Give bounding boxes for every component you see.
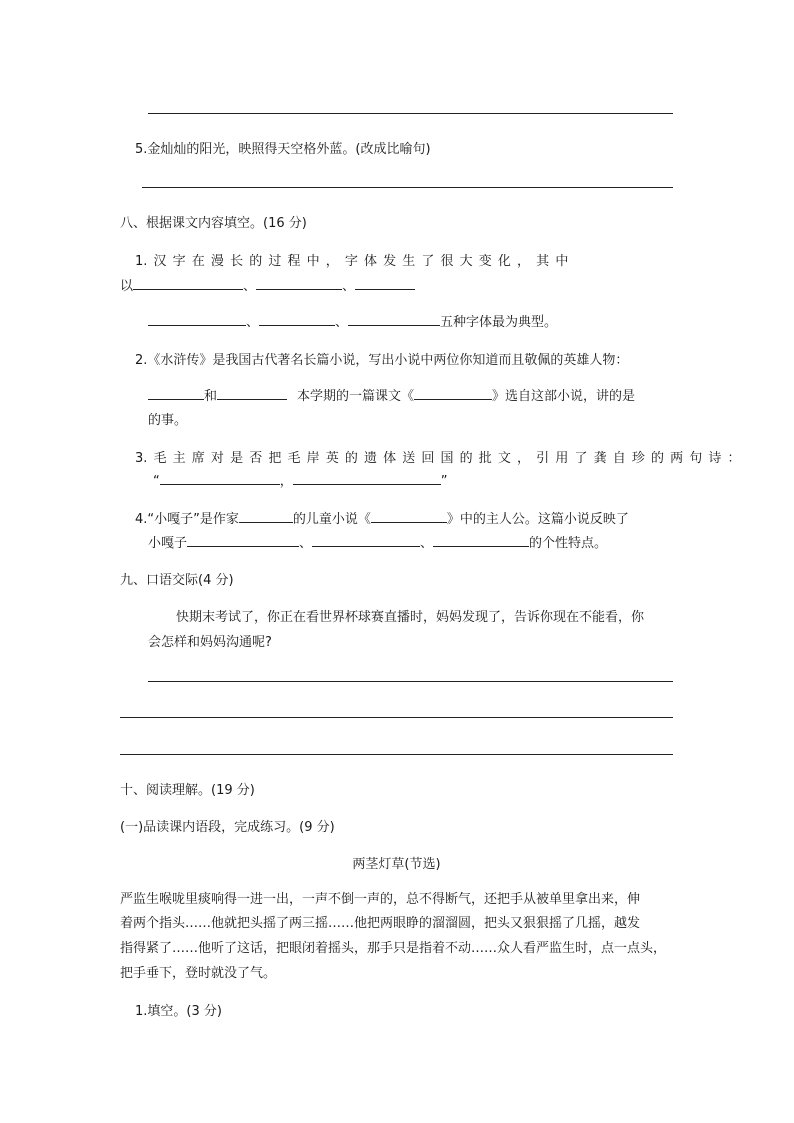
separator: 、: [243, 279, 257, 294]
sec8-item3-text: 3. 毛 主 席 对 是 否 把 毛 岸 英 的 遗 体 送 回 国 的 批 文 ， 引 用 了 龚 自 珍 的 两 句 诗 ：: [135, 451, 741, 466]
blank-field[interactable]: [414, 385, 492, 400]
blank-field[interactable]: [312, 532, 420, 547]
blank-field[interactable]: [160, 470, 280, 485]
sec8-item2-line1: [148, 385, 635, 404]
close-quote: ”: [440, 474, 448, 489]
answer-line[interactable]: [120, 717, 673, 718]
sec8-item1-line1: [120, 275, 415, 294]
blank-field[interactable]: [348, 311, 440, 326]
separator: 、: [246, 315, 260, 330]
separator: 、: [420, 536, 434, 551]
blank-field[interactable]: [433, 532, 529, 547]
blank-field[interactable]: [355, 275, 415, 290]
sec8-item1-line2: [148, 311, 557, 330]
separator: 、: [342, 279, 356, 294]
sec8-item4-e: 的个性特点。: [529, 536, 608, 551]
sec8-item2-end: 》选自这部小说，讲的是: [492, 389, 636, 404]
sec8-item3-line: [153, 470, 448, 489]
blank-field[interactable]: [259, 311, 335, 326]
passage-line: 把手垂下，登时就没了气。: [120, 966, 277, 981]
answer-line[interactable]: [148, 681, 673, 682]
sec8-item2-mid: 本学期的一篇课文《: [297, 389, 415, 404]
answer-line[interactable]: [120, 754, 673, 755]
sec8-item1-tail: 五种字体最为典型。: [440, 315, 558, 330]
and-text: 和: [204, 389, 218, 404]
separator: 、: [299, 536, 313, 551]
section-10-heading: 十、阅读理解。(19 分): [120, 783, 255, 798]
sec8-item4-line1: [135, 508, 629, 527]
blank-field[interactable]: [256, 275, 342, 290]
question-5: 5.金灿灿的阳光，映照得天空格外蓝。(改成比喻句): [135, 142, 431, 157]
sec9-prompt-line2: 会怎样和妈妈沟通呢?: [148, 635, 272, 650]
section-9-heading: 九、口语交际(4 分): [120, 573, 234, 588]
blank-field[interactable]: [148, 311, 246, 326]
sec10-question-1: 1.填空。(3 分): [135, 1004, 222, 1019]
sec8-item2-text: 2.《水浒传》是我国古代著名长篇小说，写出小说中两位你知道而且敬佩的英雄人物：: [135, 353, 629, 368]
passage-line: 着两个指头……他就把头摇了两三摇……他把两眼睁的溜溜圆，把头又狠狠摇了几摇，越发: [120, 916, 641, 931]
sec8-item1-prefix: 以: [120, 279, 134, 294]
blank-field[interactable]: [293, 470, 441, 485]
blank-field[interactable]: [187, 532, 299, 547]
answer-line-top[interactable]: [148, 113, 673, 114]
separator: 、: [335, 315, 349, 330]
blank-field[interactable]: [133, 275, 243, 290]
sec10-subheading: (一)品读课内语段，完成练习。(9 分): [120, 820, 335, 835]
answer-line-q5[interactable]: [142, 187, 673, 188]
sec8-item2-line2: 的事。: [148, 413, 188, 428]
sec8-item4-b: 的儿童小说《: [292, 512, 371, 527]
comma: ，: [279, 474, 293, 489]
sec8-item4-d: 小嘎子: [148, 536, 188, 551]
blank-field[interactable]: [371, 508, 447, 523]
passage-title: 两茎灯草(节选): [352, 857, 441, 872]
sec8-item1-text: 1. 汉 字 在 漫 长 的 过 程 中 ， 字 体 发 生 了 很 大 变 化 ， 其 中: [135, 254, 569, 269]
passage-line: 严监生喉咙里痰响得一进一出，一声不倒一声的，总不得断气，还把手从被单里拿出来，伸: [120, 892, 641, 907]
blank-field[interactable]: [217, 385, 287, 400]
blank-field[interactable]: [239, 508, 293, 523]
sec8-item4-c: 》中的主人公。这篇小说反映了: [446, 512, 629, 527]
sec9-prompt-line1: 快期末考试了，你正在看世界杯球赛直播时，妈妈发现了，告诉你现在不能看，你: [176, 610, 645, 625]
sec8-item4-line2: [148, 532, 607, 551]
blank-field[interactable]: [148, 385, 204, 400]
section-8-heading: 八、根据课文内容填空。(16 分): [120, 216, 307, 231]
passage-line: 指得紧了……他听了这话，把眼闭着摇头，那手只是指着不动……众人看严监生时，点一点头，: [120, 941, 667, 956]
sec8-item4-a: 4.“小嘎子”是作家: [135, 512, 239, 527]
open-quote: “: [153, 474, 160, 489]
